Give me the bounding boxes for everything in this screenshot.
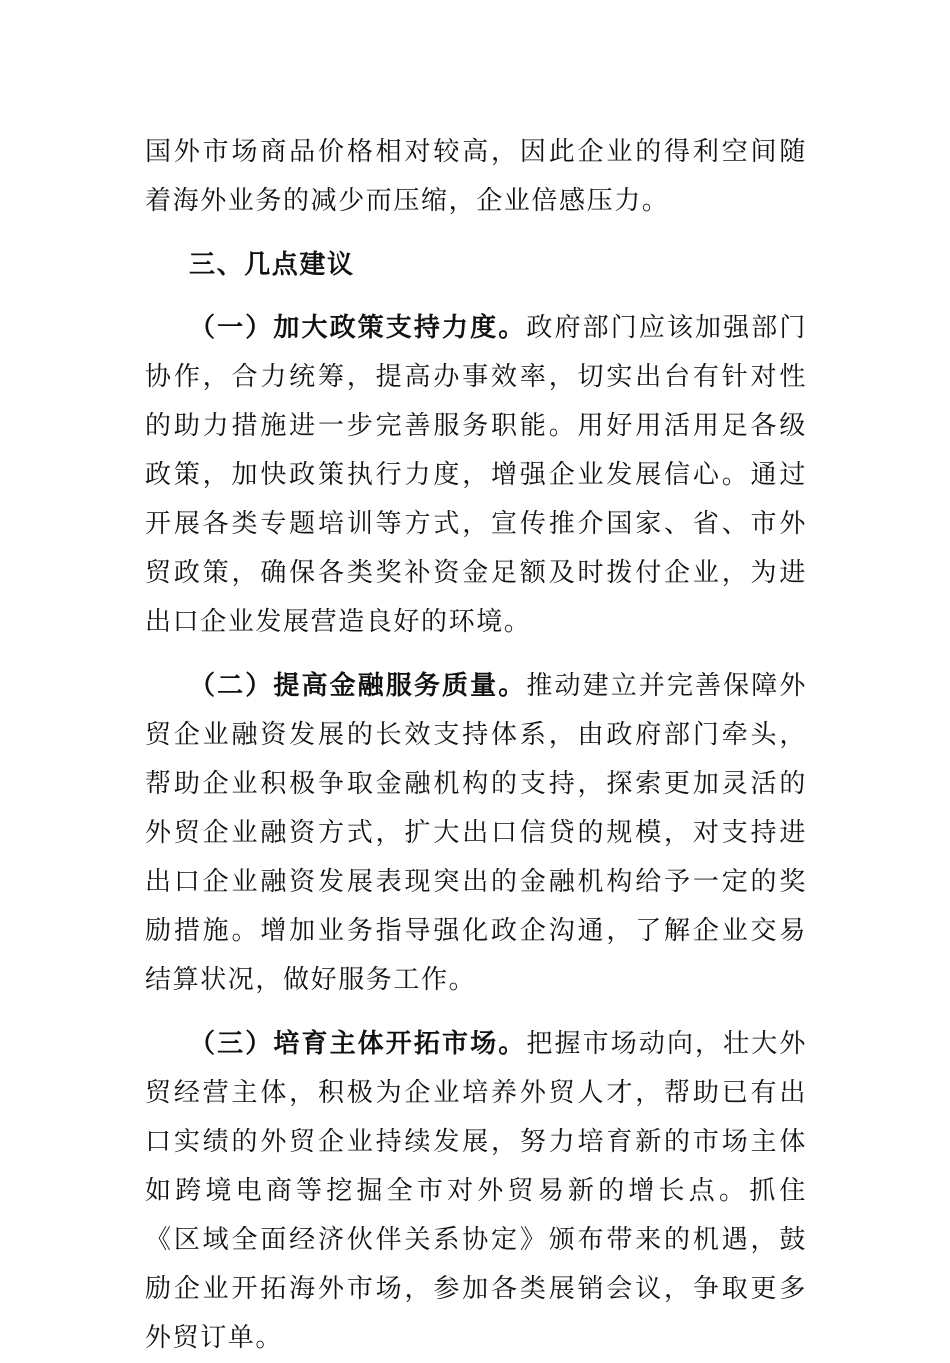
recommendation-3-body: 把握市场动向，壮大外贸经营主体，积极为企业培养外贸人才，帮助已有出口实绩的外贸企业持续发展，努力培育新的市场主体如跨境电商等挖掘全市对外贸易新的增长点。抓住《区域全面经济伙伴关系协定》颁布带来的机遇，鼓励企业开拓海外市场，参加各类展销会议，争取更多外贸订单。 xyxy=(145,1029,807,1353)
recommendation-1 xyxy=(145,304,807,647)
section-heading: 三、几点建议 xyxy=(189,250,355,280)
recommendation-2 xyxy=(145,662,807,1005)
recommendation-1-body: 政府部门应该加强部门协作，合力统筹，提高办事效率，切实出台有针对性的助力措施进一步完善服务职能。用好用活用足各级政策，加快政策执行力度，增强企业发展信心。通过开展各类专题培训等方式，宣传推介国家、省、市外贸政策，确保各类奖补资金足额及时拨付企业，为进出口企业发展营造良好的环境。 xyxy=(145,313,807,637)
recommendation-2-lead: （二）提高金融服务质量。 xyxy=(189,671,527,701)
recommendation-1-lead: （一）加大政策支持力度。 xyxy=(189,313,527,343)
recommendation-2-body: 推动建立并完善保障外贸企业融资发展的长效支持体系，由政府部门牵头，帮助企业积极争取金融机构的支持，探索更加灵活的外贸企业融资方式，扩大出口信贷的规模，对支持进出口企业融资发展表现突出的金融机构给予一定的奖励措施。增加业务指导强化政企沟通，了解企业交易结算状况，做好服务工作。 xyxy=(145,671,807,995)
intro-paragraph: 国外市场商品价格相对较高，因此企业的得利空间随着海外业务的减少而压缩，企业倍感压力。 xyxy=(145,137,807,216)
recommendation-3-lead: （三）培育主体开拓市场。 xyxy=(189,1029,527,1059)
document-body xyxy=(145,128,807,1363)
recommendation-3 xyxy=(145,1020,807,1363)
